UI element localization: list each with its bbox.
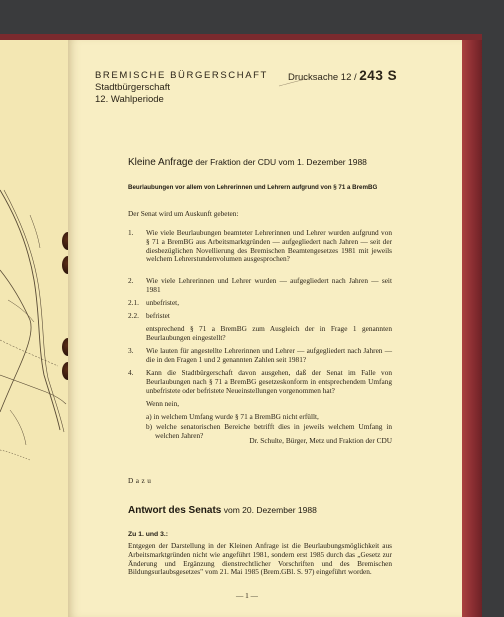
anfrage-author: Dr. Schulte, Bürger, Metz und Fraktion der CDU — [249, 436, 392, 445]
binder-spine-edge — [462, 40, 482, 617]
drucksache-prefix: Drucksache 12 / — [288, 72, 357, 83]
page-content — [68, 40, 462, 617]
question-text: b) welche senatorischen Bereiche betrifft dies in jeweils welchem Umfang in welchen Jahren? — [146, 422, 392, 440]
question-number: 4. — [128, 368, 134, 377]
antwort-title-rest: vom 20. Dezember 1988 — [221, 505, 317, 515]
question-text: Kann die Stadtbürgerschaft davon ausgehen, daß der Senat im Falle von Beurlaubungen nach § 71 a BremBG gesetzeskonform in entsprechendem Umfang unbefristete oder befristete Neueinstellungen vorgenommen hat? — [146, 368, 392, 395]
antwort-title — [128, 505, 317, 516]
header-period: 12. Wahlperiode — [95, 94, 164, 105]
anfrage-title-main: Kleine Anfrage — [128, 157, 194, 168]
question-number: 2.1. — [128, 298, 139, 307]
question-text: Wie viele Lehrerinnen und Lehrer wurden — aufgegliedert nach Jahren — seit 1981 — [146, 276, 392, 294]
question-text: Wenn nein, — [146, 399, 180, 408]
anfrage-title — [128, 157, 367, 168]
question-text: Wie lauten für angestellte Lehrerinnen und Lehrer — aufgegliedert nach Jahren — die in den Fragen 1 und 2 genannten Zahlen seit 1981? — [146, 346, 392, 364]
page-number: — 1 — — [236, 591, 258, 600]
question-number: 3. — [128, 346, 134, 355]
document-page — [68, 40, 462, 617]
anfrage-subject: Beurlaubungen vor allem von Lehrerinnen und Lehrern aufgrund von § 71 a BremBG — [128, 184, 378, 191]
left-page-map — [0, 40, 70, 617]
question-text: unbefristet, — [146, 298, 180, 307]
question-text: entsprechend § 71 a BremBG zum Ausgleich der in Frage 1 genannten Beurlaubungen eingestellt? — [146, 324, 392, 342]
map-drawing — [0, 40, 70, 617]
dazu-label: Dazu — [128, 476, 154, 485]
antwort-section-heading: Zu 1. und 3.: — [128, 531, 169, 538]
drucksache-number: 243 S — [359, 68, 398, 83]
question-number: 2. — [128, 276, 134, 285]
question-number: 2.2. — [128, 311, 139, 320]
question-number: 1. — [128, 228, 134, 237]
antwort-paragraph: Entgegen der Darstellung in der Kleinen Anfrage ist die Beurlaubungsmöglichkeit aus Arbeitsmarktgründen nicht wie angeführt 1981, sondern erst 1985 durch das „Gesetz zur Änderung und Ergänzung dienstrechtlicher Vorschriften und des Bremischen Bildungsurlaubsgesetzes" vom 21. Mai 1985 (Brem.GBl. S. 97) eingeführt worden. — [128, 541, 392, 577]
header-org: BREMISCHE BÜRGERSCHAFT — [95, 70, 268, 81]
header-body: Stadtbürgerschaft — [95, 82, 170, 93]
anfrage-intro: Der Senat wird um Auskunft gebeten: — [128, 209, 239, 218]
question-text: befristet — [146, 311, 170, 320]
question-text: Wie viele Beurlaubungen beamteter Lehrerinnen und Lehrer wurden aufgrund von § 71 a BremBG aus Arbeitsmarktgründen — aufgegliedert nach Jahren — seit der diesbezüglichen Novellierung des Bremischen Beamtengesetzes 1981 mit jeweils welchem Lehrerstundenvolumen ausgesprochen? — [146, 228, 392, 264]
question-text: a) in welchem Umfang wurde § 71 a BremBG nicht erfüllt, — [146, 412, 319, 421]
anfrage-title-rest: der Fraktion der CDU vom 1. Dezember 1988 — [193, 157, 367, 167]
antwort-title-main: Antwort des Senats — [128, 505, 222, 516]
drucksache-label — [288, 68, 397, 83]
